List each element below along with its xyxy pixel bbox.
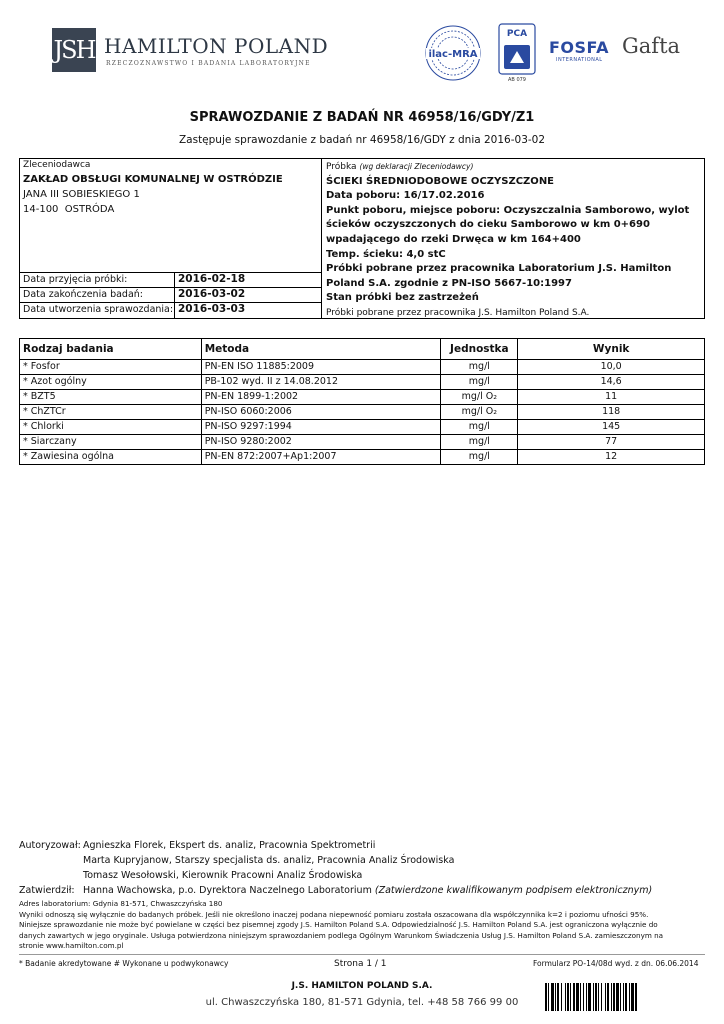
barcode-bar xyxy=(545,983,547,1011)
test-unit: mg/l xyxy=(441,375,518,390)
barcode-bar xyxy=(583,983,584,1011)
report-title: SPRAWOZDANIE Z BADAŃ NR 46958/16/GDY/Z1 xyxy=(189,110,535,125)
sample-point-line3: wpadającego do rzeki Drwęca w km 164+400 xyxy=(326,233,581,245)
footer-divider xyxy=(19,954,705,955)
barcode-bar xyxy=(551,983,554,1011)
barcode-bar xyxy=(557,983,559,1011)
barcode-bar xyxy=(561,983,562,1011)
header-result: Wynik xyxy=(518,339,705,360)
authorized-person-2: Marta Kupryjanow, Starszy specjalista ds. analiz, Pracownia Analiz Środowiska xyxy=(83,855,455,866)
sample-type: ŚCIEKI ŚREDNIODOBOWE OCZYSZCZONE xyxy=(326,175,555,187)
test-name: * Chlorki xyxy=(20,420,202,435)
barcode-bar xyxy=(605,983,606,1011)
client-address-line1: JANA III SOBIESKIEGO 1 xyxy=(23,189,140,200)
barcode-bar xyxy=(601,983,602,1011)
barcode-bar xyxy=(629,983,630,1011)
gafta-logo: Gafta xyxy=(622,34,681,58)
test-name: * Fosfor xyxy=(20,360,202,375)
results-table xyxy=(19,338,705,465)
table-row xyxy=(20,450,705,465)
company-tagline: RZECZOZNAWSTWO I BADANIA LABORATORYJNE xyxy=(106,60,311,67)
test-unit: mg/l O₂ xyxy=(441,390,518,405)
barcode-bar xyxy=(611,983,612,1011)
ilac-mra-text: ilac-MRA xyxy=(428,49,478,60)
footer-address: ul. Chwaszczyńska 180, 81-571 Gdynia, tel. +48 58 766 99 00 xyxy=(205,997,519,1008)
footer-company: J.S. HAMILTON POLAND S.A. xyxy=(291,981,433,991)
sample-label: Próbka xyxy=(326,162,357,172)
test-method: PB-102 wyd. II z 14.08.2012 xyxy=(201,375,441,390)
date-completed-label: Data zakończenia badań: xyxy=(23,289,143,300)
fosfa-logo: FOSFA xyxy=(549,38,610,57)
footer-legend: * Badanie akredytowane # Wykonane u podwykonawcy xyxy=(19,959,229,968)
test-name: * ChZTCr xyxy=(20,405,202,420)
test-result: 11 xyxy=(518,390,705,405)
test-name: * Azot ogólny xyxy=(20,375,202,390)
table-row xyxy=(20,435,705,450)
date-completed-row xyxy=(20,288,322,303)
sample-point-line2: ścieków oczyszczonych do cieku Samborowo w km 0+690 xyxy=(326,219,650,231)
header-method: Metoda xyxy=(201,339,441,360)
test-method: PN-EN 872:2007+Ap1:2007 xyxy=(201,450,441,465)
test-method: PN-EN ISO 11885:2009 xyxy=(201,360,441,375)
barcode xyxy=(545,983,697,1011)
barcode-bar xyxy=(593,983,594,1011)
approved-note: (Zatwierdzone kwalifikowanym podpisem elektronicznym) xyxy=(374,885,653,896)
test-method: PN-ISO 9280:2002 xyxy=(201,435,441,450)
note-line-4: stronie www.hamilton.com.pl xyxy=(19,941,124,950)
sample-temperature: Temp. ścieku: 4,0 stC xyxy=(326,248,446,260)
barcode-bar xyxy=(598,983,599,1011)
results-header-row xyxy=(20,339,705,360)
date-completed-value: 2016-03-02 xyxy=(178,288,246,300)
sample-point-line1: Punkt poboru, miejsce poboru: Oczyszczalnia Samborowo, wylot xyxy=(326,204,690,216)
header-unit: Jednostka xyxy=(441,339,518,360)
date-created-row xyxy=(20,303,322,318)
fosfa-subtitle: INTERNATIONAL xyxy=(556,57,603,63)
form-number: Formularz PO-14/08d wyd. z dn. 06.06.2014 xyxy=(533,959,699,968)
date-created-label: Data utworzenia sprawozdania: xyxy=(23,304,174,315)
date-received-row xyxy=(20,273,322,288)
info-table xyxy=(19,158,705,319)
test-method: PN-ISO 9297:1994 xyxy=(201,420,441,435)
client-name: ZAKŁAD OBSŁUGI KOMUNALNEJ W OSTRÓDZIE xyxy=(23,174,283,185)
barcode-bar xyxy=(607,983,609,1011)
table-row xyxy=(20,390,705,405)
barcode-bar xyxy=(567,983,569,1011)
barcode-bar xyxy=(548,983,549,1011)
barcode-bar xyxy=(586,983,587,1011)
test-unit: mg/l xyxy=(441,360,518,375)
barcode-bar xyxy=(565,983,566,1011)
page-number: Strona 1 / 1 xyxy=(334,959,387,969)
client-address-line2: 14-100 OSTRÓDA xyxy=(23,204,115,215)
test-unit: mg/l xyxy=(441,435,518,450)
barcode-bar xyxy=(616,983,619,1011)
test-result: 118 xyxy=(518,405,705,420)
report-subtitle: Zastępuje sprawozdanie z badań nr 46958/16/GDY z dnia 2016-03-02 xyxy=(178,134,546,146)
pca-text: PCA xyxy=(506,29,528,39)
test-method: PN-ISO 6060:2006 xyxy=(201,405,441,420)
test-result: 10,0 xyxy=(518,360,705,375)
authorized-person-1: Agnieszka Florek, Ekspert ds. analiz, Pracownia Spektrometrii xyxy=(83,840,376,851)
note-line-1: Wyniki odnoszą się wyłącznie do badanych próbek. Jeśli nie określono inaczej podana niepewność pomiaru została oszacowana dla współczynnika k=2 i poziomu ufności 95%. xyxy=(19,909,649,919)
barcode-bar xyxy=(635,983,637,1011)
test-result: 77 xyxy=(518,435,705,450)
test-result: 12 xyxy=(518,450,705,465)
barcode-bar xyxy=(570,983,571,1011)
ilac-mra-logo xyxy=(424,24,482,82)
pca-code: AB 079 xyxy=(508,77,526,83)
header-test: Rodzaj badania xyxy=(20,339,202,360)
barcode-bar xyxy=(588,983,591,1011)
test-name: * Zawiesina ogólna xyxy=(20,450,202,465)
barcode-bar xyxy=(580,983,581,1011)
date-received-value: 2016-02-18 xyxy=(178,273,246,285)
test-unit: mg/l xyxy=(441,450,518,465)
table-row xyxy=(20,375,705,390)
test-unit: mg/l xyxy=(441,420,518,435)
approved-person: Hanna Wachowska, p.o. Dyrektora Naczelnego Laboratorium xyxy=(83,885,372,896)
test-unit: mg/l O₂ xyxy=(441,405,518,420)
sampling-note-line1: Próbki pobrane przez pracownika Laboratorium J.S. Hamilton xyxy=(326,263,672,275)
barcode-bar xyxy=(555,983,556,1011)
test-result: 145 xyxy=(518,420,705,435)
note-line-3: danych zawartych w jego oryginale. Usługa potwierdzona niniejszym sprawozdaniem podlega Ogólnym Warunkom Świadczenia Usług J.S. Hamilton Poland S.A. zamieszczonym na xyxy=(19,930,664,940)
signatures xyxy=(19,838,652,898)
approved-label: Zatwierdził: xyxy=(19,885,75,896)
barcode-bar xyxy=(625,983,627,1011)
test-name: * Siarczany xyxy=(20,435,202,450)
barcode-bar xyxy=(576,983,579,1011)
authorized-label: Autoryzował: xyxy=(19,840,81,851)
sample-condition: Stan próbki bez zastrzeżeń xyxy=(326,292,479,304)
sample-date: Data poboru: 16/17.02.2016 xyxy=(326,190,485,202)
test-name: * BZT5 xyxy=(20,390,202,405)
pca-logo xyxy=(498,23,536,75)
date-received-label: Data przyjęcia próbki: xyxy=(23,274,128,285)
barcode-bar xyxy=(623,983,624,1011)
barcode-bar xyxy=(573,983,575,1011)
client-label: Zleceniodawca xyxy=(23,160,91,170)
table-row xyxy=(20,405,705,420)
authorized-person-3: Tomasz Wesołowski, Kierownik Pracowni Analiz Środowiska xyxy=(83,870,363,881)
test-method: PN-EN 1899-1:2002 xyxy=(201,390,441,405)
barcode-bar xyxy=(595,983,597,1011)
note-line-2: Niniejsze sprawozdanie nie może być powielane w części bez pisemnej zgody J.S. Hamilton Poland S.A. Odpowiedzialność J.S. Hamilton Poland S.A. jest ograniczona wyłącznie do xyxy=(19,920,658,929)
lab-address: Adres laboratorium: Gdynia 81-571, Chwaszczyńska 180 xyxy=(19,899,223,908)
sample-info xyxy=(326,160,704,321)
company-logo-mark: JSH xyxy=(52,28,96,72)
table-row xyxy=(20,420,705,435)
sample-label-note: (wg deklaracji Zleceniodawcy) xyxy=(359,162,474,171)
barcode-bar xyxy=(613,983,615,1011)
date-created-value: 2016-03-03 xyxy=(178,303,246,315)
sampling-note-plain: Próbki pobrane przez pracownika J.S. Hamilton Poland S.A. xyxy=(326,307,590,318)
company-name: HAMILTON POLAND xyxy=(104,34,329,58)
barcode-bar xyxy=(631,983,634,1011)
barcode-bar xyxy=(620,983,621,1011)
legal-notes xyxy=(19,899,705,952)
table-row xyxy=(20,360,705,375)
sampling-note-line2: Poland S.A. zgodnie z PN-ISO 5667-10:1997 xyxy=(326,277,572,289)
test-result: 14,6 xyxy=(518,375,705,390)
